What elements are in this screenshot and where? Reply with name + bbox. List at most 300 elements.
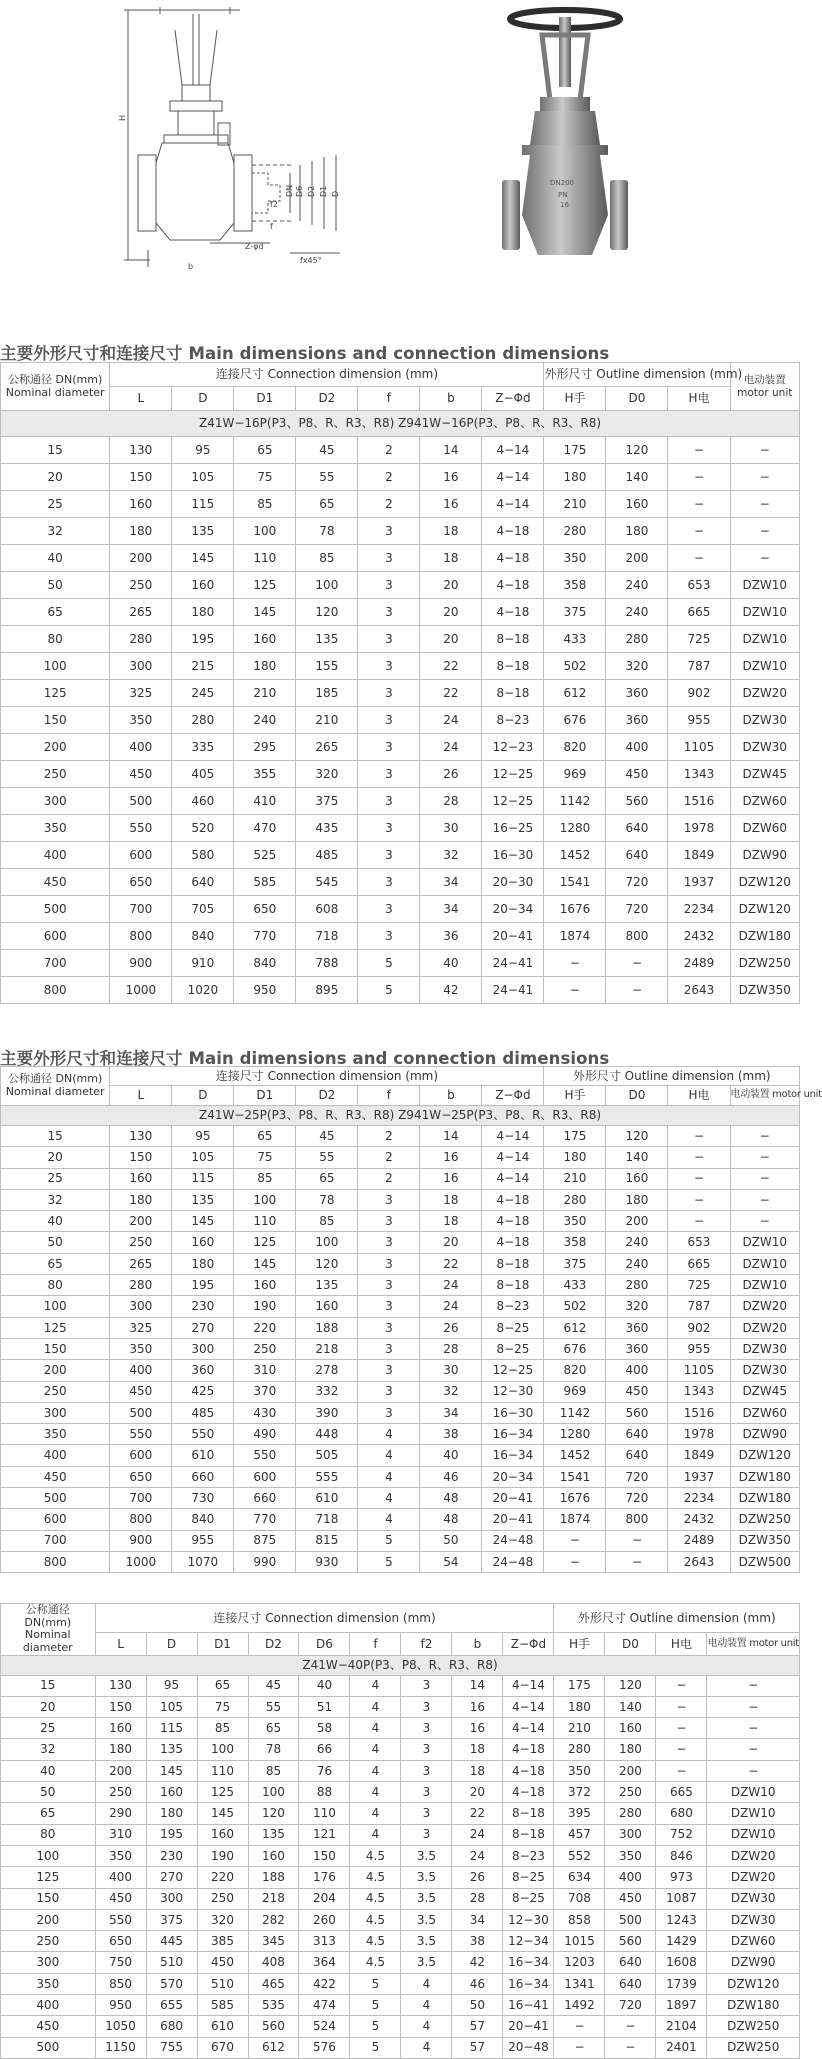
table-row: [1, 1168, 800, 1189]
table-cell: 310: [95, 1824, 146, 1845]
table-row: [1, 1509, 800, 1530]
table-cell: 105: [146, 1696, 197, 1717]
table-cell: 846: [656, 1845, 707, 1866]
table2-z41w-25p: [0, 1066, 822, 1573]
table-cell: 8−18: [482, 1275, 544, 1296]
table-cell: 640: [606, 1424, 668, 1445]
table-cell: 474: [299, 1995, 350, 2016]
table-cell: 135: [172, 518, 234, 545]
table-cell: 445: [146, 1931, 197, 1952]
table-cell: 3: [358, 1189, 420, 1210]
col-header: D: [172, 1086, 234, 1106]
dn-cell: 80: [1, 1275, 110, 1296]
dn-cell: 200: [1, 1360, 110, 1381]
table-cell: 612: [544, 680, 606, 707]
table-cell: DZW20: [730, 1296, 800, 1317]
table-cell: 210: [544, 491, 606, 518]
table-cell: −: [668, 464, 730, 491]
col-header: H手: [544, 387, 606, 411]
col-header: H手: [544, 1086, 606, 1106]
dn-cell: 250: [1, 761, 110, 788]
table-row: [1, 1317, 800, 1338]
table-cell: 2643: [668, 1551, 730, 1572]
table-cell: DZW10: [730, 1232, 800, 1253]
table-cell: 4−14: [482, 491, 544, 518]
table-cell: 12−25: [482, 1360, 544, 1381]
table-cell: 5: [350, 2016, 401, 2037]
table-cell: 40: [420, 950, 482, 977]
table-row: [1, 707, 800, 734]
table-cell: 560: [605, 1931, 656, 1952]
dn-cell: 100: [1, 653, 110, 680]
table-row: [1, 734, 800, 761]
table-cell: 560: [248, 2016, 299, 2037]
table-cell: 75: [197, 1696, 248, 1717]
table-cell: 150: [95, 1696, 146, 1717]
table-cell: 2432: [668, 1509, 730, 1530]
table-cell: 350: [110, 707, 172, 734]
table-row: [1, 896, 800, 923]
table-cell: 200: [110, 545, 172, 572]
table-cell: 3: [358, 707, 420, 734]
table-cell: 375: [296, 788, 358, 815]
table-cell: 1343: [668, 1381, 730, 1402]
table-cell: 160: [172, 572, 234, 599]
table-cell: DZW10: [730, 599, 799, 626]
table-cell: 115: [172, 491, 234, 518]
table-cell: 1070: [172, 1551, 234, 1572]
table-cell: 100: [248, 1782, 299, 1803]
table-cell: 450: [110, 1381, 172, 1402]
table-cell: 3: [358, 1275, 420, 1296]
table-cell: 550: [95, 1909, 146, 1930]
table-cell: 840: [172, 923, 234, 950]
table-cell: 180: [234, 653, 296, 680]
table-cell: 600: [110, 842, 172, 869]
table-cell: 3: [358, 1296, 420, 1317]
table-cell: −: [605, 2037, 656, 2058]
table-cell: 360: [606, 1317, 668, 1338]
table-cell: −: [554, 2016, 605, 2037]
table-cell: DZW120: [730, 1445, 800, 1466]
table-cell: 718: [296, 923, 358, 950]
table-row: [1, 1952, 800, 1973]
table-row: [1, 2016, 800, 2037]
table-row: [1, 1973, 800, 1994]
table-cell: 640: [606, 815, 668, 842]
table-cell: 24: [452, 1824, 503, 1845]
table-cell: 20−34: [482, 1466, 544, 1487]
dn-cell: 80: [1, 1824, 96, 1845]
table-cell: 485: [296, 842, 358, 869]
table-cell: 755: [146, 2037, 197, 2058]
table-cell: 955: [172, 1530, 234, 1551]
table-cell: DZW10: [730, 1253, 800, 1274]
dn-cell: 125: [1, 680, 110, 707]
table-cell: 612: [544, 1317, 606, 1338]
table-cell: 245: [172, 680, 234, 707]
table-cell: 45: [296, 437, 358, 464]
dn-cell: 65: [1, 1803, 96, 1824]
table-cell: 665: [656, 1782, 707, 1803]
table-cell: 32: [420, 842, 482, 869]
table-cell: DZW180: [730, 1466, 800, 1487]
table-cell: −: [730, 1168, 800, 1189]
table-cell: 250: [110, 572, 172, 599]
table-cell: 800: [606, 923, 668, 950]
table-cell: 930: [296, 1551, 358, 1572]
table-cell: 8−18: [482, 680, 544, 707]
table-cell: 1050: [95, 2016, 146, 2037]
table-cell: 250: [605, 1782, 656, 1803]
table-cell: −: [656, 1739, 707, 1760]
table-cell: 500: [110, 788, 172, 815]
table-cell: 24: [420, 707, 482, 734]
table-cell: 450: [95, 1888, 146, 1909]
table-cell: 210: [234, 680, 296, 707]
dn-cell: 350: [1, 815, 110, 842]
table-cell: 48: [420, 1509, 482, 1530]
table-cell: 55: [248, 1696, 299, 1717]
table-cell: DZW10: [730, 626, 799, 653]
table-cell: −: [544, 950, 606, 977]
drawing-label-d1: D1: [319, 185, 328, 197]
table-cell: 135: [172, 1189, 234, 1210]
col-header: Z−Φd: [482, 387, 544, 411]
dn-cell: 500: [1, 2037, 96, 2058]
col-header: b: [452, 1633, 503, 1655]
table-cell: 400: [606, 1360, 668, 1381]
table-cell: 4−14: [482, 1126, 544, 1147]
dn-cell: 500: [1, 1488, 110, 1509]
table-cell: −: [707, 1739, 800, 1760]
dn-cell: 300: [1, 1402, 110, 1423]
table-cell: 230: [172, 1296, 234, 1317]
table-cell: 105: [172, 464, 234, 491]
table-cell: −: [544, 1551, 606, 1572]
dn-cell: 15: [1, 1126, 110, 1147]
table-cell: 3: [358, 1360, 420, 1381]
table-cell: 1142: [544, 788, 606, 815]
table-cell: 640: [606, 1445, 668, 1466]
table-cell: DZW350: [730, 1530, 800, 1551]
table-cell: 752: [656, 1824, 707, 1845]
table-cell: 180: [95, 1739, 146, 1760]
table-cell: 18: [420, 1211, 482, 1232]
table-cell: 204: [299, 1888, 350, 1909]
table-cell: 660: [234, 1488, 296, 1509]
table-cell: 3.5: [401, 1845, 452, 1866]
table-cell: 730: [172, 1488, 234, 1509]
table-cell: −: [554, 2037, 605, 2058]
table-cell: 200: [606, 1211, 668, 1232]
table2-body: [1, 1126, 800, 1573]
table-row: [1, 788, 800, 815]
table-cell: 4: [401, 1995, 452, 2016]
dn-cell: 100: [1, 1845, 96, 1866]
table-cell: 85: [296, 545, 358, 572]
table-cell: 550: [234, 1445, 296, 1466]
table-cell: 2: [358, 491, 420, 518]
table-cell: 560: [606, 1402, 668, 1423]
table-row: [1, 1402, 800, 1423]
table-cell: 240: [606, 599, 668, 626]
table-cell: 1020: [172, 977, 234, 1004]
table-cell: 433: [544, 626, 606, 653]
table-cell: 16−30: [482, 1402, 544, 1423]
table-cell: 5: [358, 1530, 420, 1551]
table-cell: 2401: [656, 2037, 707, 2058]
table-cell: DZW30: [707, 1888, 800, 1909]
dn-cell: 150: [1, 1888, 96, 1909]
table-cell: 610: [197, 2016, 248, 2037]
table-row: [1, 1824, 800, 1845]
table-cell: 28: [452, 1888, 503, 1909]
table-cell: 670: [197, 2037, 248, 2058]
table-row: [1, 1867, 800, 1888]
table-cell: 180: [544, 1147, 606, 1168]
table-cell: 145: [172, 545, 234, 572]
table-cell: 1015: [554, 1931, 605, 1952]
table-cell: 135: [146, 1739, 197, 1760]
table-cell: 4−18: [482, 1189, 544, 1210]
table-cell: 788: [296, 950, 358, 977]
table-cell: 300: [172, 1338, 234, 1359]
table-cell: 820: [544, 1360, 606, 1381]
dn-cell: 25: [1, 1168, 110, 1189]
table-cell: 150: [110, 1147, 172, 1168]
table-cell: 510: [197, 1973, 248, 1994]
table-cell: 66: [299, 1739, 350, 1760]
table-cell: 120: [248, 1803, 299, 1824]
photo-mark-pn: PN: [558, 191, 568, 199]
table-cell: 5: [350, 1973, 401, 1994]
table-cell: 770: [234, 1509, 296, 1530]
table-cell: 490: [234, 1424, 296, 1445]
table-cell: 24−41: [482, 977, 544, 1004]
table-row: [1, 1739, 800, 1760]
col-header: f: [350, 1633, 401, 1655]
table-cell: 240: [606, 1253, 668, 1274]
table-cell: 145: [234, 1253, 296, 1274]
table-cell: 16−25: [482, 815, 544, 842]
table-cell: 1541: [544, 1466, 606, 1487]
table-cell: 505: [296, 1445, 358, 1466]
table-cell: 110: [299, 1803, 350, 1824]
table-cell: 3: [358, 1211, 420, 1232]
table-cell: 55: [296, 464, 358, 491]
table-row: [1, 1424, 800, 1445]
dn-cell: 50: [1, 1782, 96, 1803]
table-cell: 50: [420, 1530, 482, 1551]
table-cell: 125: [234, 572, 296, 599]
table-cell: 280: [544, 518, 606, 545]
table-cell: 16−34: [503, 1952, 554, 1973]
table-cell: 100: [197, 1739, 248, 1760]
table-cell: 282: [248, 1909, 299, 1930]
table-cell: 300: [146, 1888, 197, 1909]
table-cell: 250: [110, 1232, 172, 1253]
table-cell: 265: [110, 599, 172, 626]
table-cell: 310: [234, 1360, 296, 1381]
dn-cell: 25: [1, 491, 110, 518]
table-cell: −: [606, 1551, 668, 1572]
drawing-label-d2: D2: [307, 185, 316, 197]
dn-cell: 350: [1, 1424, 110, 1445]
table-cell: 665: [668, 599, 730, 626]
table-cell: 950: [234, 977, 296, 1004]
table-cell: 218: [296, 1338, 358, 1359]
table-cell: 1937: [668, 1466, 730, 1487]
table-cell: −: [730, 1211, 800, 1232]
dn-cell: 20: [1, 1147, 110, 1168]
table-cell: 14: [420, 437, 482, 464]
col-header: D0: [606, 1086, 668, 1106]
table-cell: 240: [606, 1232, 668, 1253]
col-header: Z−Φd: [503, 1633, 554, 1655]
dn-cell: 40: [1, 545, 110, 572]
table-cell: 1874: [544, 923, 606, 950]
table-cell: 2: [358, 1168, 420, 1189]
table-cell: 125: [234, 1232, 296, 1253]
table-cell: 32: [420, 1381, 482, 1402]
dn-cell: 600: [1, 1509, 110, 1530]
table-cell: 24−41: [482, 950, 544, 977]
table-cell: −: [707, 1696, 800, 1717]
table-cell: 4−14: [503, 1718, 554, 1739]
table-cell: 250: [95, 1782, 146, 1803]
col-header: Z−Φd: [482, 1086, 544, 1106]
table-cell: 20: [452, 1782, 503, 1803]
table-cell: 1280: [544, 1424, 606, 1445]
table-cell: 653: [668, 1232, 730, 1253]
table-cell: 3: [358, 626, 420, 653]
table-row: [1, 1253, 800, 1274]
table-row: [1, 518, 800, 545]
table-cell: 4−18: [503, 1782, 554, 1803]
table-cell: 78: [296, 518, 358, 545]
table-cell: 955: [668, 707, 730, 734]
table-cell: 40: [299, 1675, 350, 1696]
table-cell: 640: [605, 1973, 656, 1994]
table-cell: 1849: [668, 842, 730, 869]
motor-header: 电动装置 motor unit: [730, 1086, 800, 1106]
table-cell: 105: [172, 1147, 234, 1168]
table-row: [1, 1551, 800, 1572]
table-cell: 195: [146, 1824, 197, 1845]
table-cell: 85: [234, 491, 296, 518]
table-cell: 400: [95, 1867, 146, 1888]
table-cell: 973: [656, 1867, 707, 1888]
table-cell: 8−18: [482, 653, 544, 680]
table-cell: 4: [350, 1782, 401, 1803]
table-cell: DZW250: [707, 2016, 800, 2037]
table-cell: 280: [606, 1275, 668, 1296]
table-cell: 3.5: [401, 1888, 452, 1909]
table-cell: 4: [401, 2037, 452, 2058]
table-cell: 188: [296, 1317, 358, 1338]
table-row: [1, 1488, 800, 1509]
table-cell: 100: [296, 572, 358, 599]
table-cell: 8−25: [503, 1867, 554, 1888]
table-cell: −: [656, 1696, 707, 1717]
table-row: [1, 761, 800, 788]
table-cell: 220: [234, 1317, 296, 1338]
table-row: [1, 653, 800, 680]
table-cell: 1452: [544, 842, 606, 869]
table-cell: 57: [452, 2016, 503, 2037]
table-cell: 720: [606, 1488, 668, 1509]
table-cell: DZW10: [707, 1803, 800, 1824]
table-cell: 1150: [95, 2037, 146, 2058]
table-row: [1, 1360, 800, 1381]
table-row: [1, 545, 800, 572]
table-cell: 110: [197, 1760, 248, 1781]
table-cell: 350: [110, 1338, 172, 1359]
table-cell: 4−18: [482, 545, 544, 572]
table-cell: 4: [350, 1824, 401, 1845]
table-cell: 3: [358, 1381, 420, 1402]
table1-heading: 主要外形尺寸和连接尺寸 Main dimensions and connection dimensions: [0, 344, 610, 363]
dn-cell: 300: [1, 788, 110, 815]
table-cell: 250: [234, 1338, 296, 1359]
table-cell: 160: [234, 626, 296, 653]
table-cell: 240: [606, 572, 668, 599]
table-cell: 400: [110, 1360, 172, 1381]
table-cell: 160: [197, 1824, 248, 1845]
table1-column-headers: [1, 387, 800, 411]
table-cell: 1978: [668, 815, 730, 842]
table-cell: 4: [358, 1488, 420, 1509]
table-cell: 1142: [544, 1402, 606, 1423]
table-cell: 176: [299, 1867, 350, 1888]
table-cell: 58: [299, 1718, 350, 1739]
table-cell: DZW120: [707, 1973, 800, 1994]
table-cell: 1516: [668, 1402, 730, 1423]
table-row: [1, 1338, 800, 1359]
table-cell: 1897: [656, 1995, 707, 2016]
table-cell: 910: [172, 950, 234, 977]
table-cell: 145: [234, 599, 296, 626]
outline-header: 外形尺寸 Outline dimension (mm): [544, 1067, 800, 1086]
dn-cell: 20: [1, 464, 110, 491]
table-cell: 510: [146, 1952, 197, 1973]
table-cell: 3: [358, 761, 420, 788]
col-header: D2: [296, 1086, 358, 1106]
table-cell: 3: [358, 599, 420, 626]
table-cell: 280: [110, 626, 172, 653]
table-cell: DZW250: [707, 2037, 800, 2058]
table-row: [1, 923, 800, 950]
dn-header: 公称通径 DN(mm) Nominal diameter: [1, 363, 110, 411]
table-cell: 335: [172, 734, 234, 761]
table-cell: 200: [95, 1760, 146, 1781]
table-cell: 145: [146, 1760, 197, 1781]
table-cell: 160: [234, 1275, 296, 1296]
dn-cell: 32: [1, 1739, 96, 1760]
photo-mark-dn: DN200: [550, 179, 574, 187]
table-cell: 20−41: [503, 2016, 554, 2037]
table-cell: 160: [606, 1168, 668, 1189]
table-cell: 160: [172, 1232, 234, 1253]
table-row: [1, 1760, 800, 1781]
valve-technical-drawing: [120, 5, 400, 275]
table-cell: 900: [110, 950, 172, 977]
table-cell: 390: [296, 1402, 358, 1423]
table-cell: 290: [95, 1803, 146, 1824]
table-cell: −: [707, 1675, 800, 1696]
table-cell: 425: [172, 1381, 234, 1402]
